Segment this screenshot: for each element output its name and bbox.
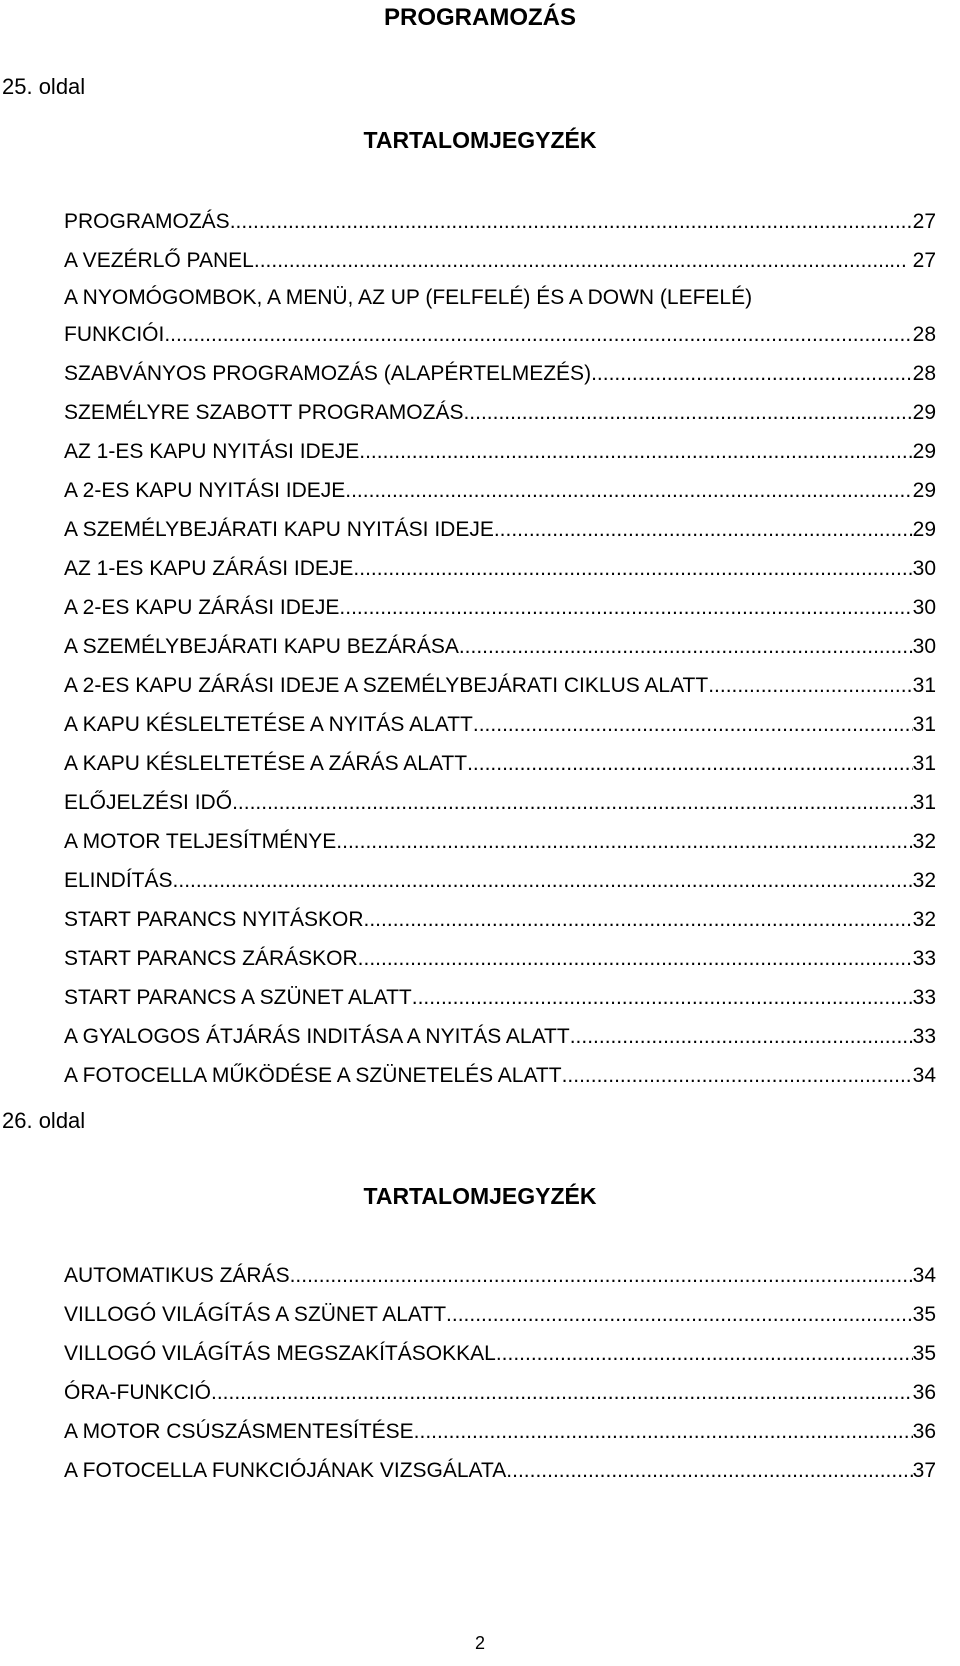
toc-title-2: TARTALOMJEGYZÉK (363, 1183, 597, 1209)
toc-entry-title: AUTOMATIKUS ZÁRÁS (64, 1264, 290, 1287)
toc-entry-page: 27 (912, 210, 936, 233)
toc-entry (64, 861, 936, 900)
toc-entry-page: 29 (912, 401, 936, 424)
toc-entry-title: START PARANCS NYITÁSKOR (64, 908, 364, 931)
toc-entry-page: 36 (912, 1381, 936, 1404)
toc-entry-title: A MOTOR TELJESÍTMÉNYE (64, 830, 337, 853)
toc-entry (64, 1256, 936, 1295)
toc-entry-title: A 2-ES KAPU ZÁRÁSI IDEJE A SZEMÉLYBEJÁRATI CIKLUS ALATT (64, 674, 709, 697)
toc-dot-leader (254, 241, 889, 280)
toc-entry-page: 30 (912, 635, 936, 658)
toc-entry-title: A 2-ES KAPU NYITÁSI IDEJE (64, 479, 346, 502)
toc-entry (64, 549, 936, 588)
toc-entry-page: 32 (912, 830, 936, 853)
toc-entry-title: A FOTOCELLA MŰKÖDÉSE A SZÜNETELÉS ALATT (64, 1064, 562, 1087)
toc-entry-title: PROGRAMOZÁS (64, 210, 230, 233)
toc-dot-leader (446, 1295, 913, 1334)
page-label-26: 26. oldal (2, 1108, 86, 1133)
toc-dot-leader (708, 666, 912, 705)
toc-dot-leader (173, 861, 913, 900)
toc-entry-title: ELINDÍTÁS (64, 869, 173, 892)
toc-dot-leader (414, 1412, 913, 1451)
toc-dot-leader (506, 1451, 912, 1490)
toc-dot-leader (570, 1017, 913, 1056)
toc-entry-page: 33 (912, 1025, 936, 1048)
toc-entry-title: START PARANCS ZÁRÁSKOR (64, 947, 358, 970)
toc-entry (64, 978, 936, 1017)
toc-entry-page: 32 (912, 869, 936, 892)
toc-entry (64, 510, 936, 549)
toc-entry (64, 744, 936, 783)
toc-entry (64, 1334, 936, 1373)
toc-entry-page: 34 (912, 1064, 936, 1087)
toc-entry-page: 37 (912, 1459, 936, 1482)
toc-dot-leader (562, 1056, 913, 1095)
toc-dot-leader (232, 783, 913, 822)
toc-entry-title: ELŐJELZÉSI IDŐ (64, 791, 233, 814)
toc-dot-leader (494, 510, 913, 549)
toc-entry (64, 1056, 936, 1095)
toc-entry (64, 202, 936, 241)
toc-entry-page: 36 (912, 1420, 936, 1443)
toc-entry-title: A GYALOGOS ÁTJÁRÁS INDITÁSA A NYITÁS ALATT (64, 1025, 570, 1048)
toc-entry-page: 33 (912, 947, 936, 970)
toc-dot-leader (459, 627, 913, 666)
toc-entry-title: AZ 1-ES KAPU NYITÁSI IDEJE (64, 440, 360, 463)
toc-entry (64, 315, 936, 354)
toc-entry (64, 627, 936, 666)
toc-entry-page: 30 (912, 557, 936, 580)
toc-dot-leader (211, 1373, 913, 1412)
toc-entry-title: FUNKCIÓI (64, 323, 165, 346)
toc-entry-title: A SZEMÉLYBEJÁRATI KAPU NYITÁSI IDEJE (64, 518, 494, 541)
document-title: PROGRAMOZÁS (384, 4, 576, 31)
toc-entry (64, 354, 936, 393)
toc-dot-leader (358, 939, 913, 978)
toc-entry (64, 1373, 936, 1412)
toc-entry-page: 34 (912, 1264, 936, 1287)
toc-entry-title: VILLOGÓ VILÁGÍTÁS A SZÜNET ALATT (64, 1303, 447, 1326)
toc-entry-page: 29 (912, 518, 936, 541)
toc-title-1: TARTALOMJEGYZÉK (363, 127, 597, 153)
toc-dot-leader (364, 900, 913, 939)
toc-entry (64, 1451, 936, 1490)
toc-entry (64, 705, 936, 744)
toc-entry-title: A KAPU KÉSLELTETÉSE A NYITÁS ALATT (64, 713, 473, 736)
toc-entry-title: START PARANCS A SZÜNET ALATT (64, 986, 412, 1009)
toc-dot-leader (164, 315, 912, 354)
toc-dot-leader (353, 549, 912, 588)
toc-entry-title: VILLOGÓ VILÁGÍTÁS MEGSZAKÍTÁSOKKAL (64, 1342, 496, 1365)
toc-entry (64, 471, 936, 510)
toc-entry-page: 33 (912, 986, 936, 1009)
page-label-25: 25. oldal (2, 74, 86, 99)
toc-entry-page: 31 (912, 713, 936, 736)
toc-list-1 (64, 202, 936, 1095)
toc-dot-leader (290, 1256, 913, 1295)
toc-list-2 (64, 1256, 936, 1490)
toc-dot-leader (230, 202, 913, 241)
toc-entry-title: A FOTOCELLA FUNKCIÓJÁNAK VIZSGÁLATA (64, 1459, 507, 1482)
toc-dot-leader (467, 744, 913, 783)
toc-entry (64, 900, 936, 939)
toc-dot-leader (339, 588, 912, 627)
toc-entry (64, 393, 936, 432)
toc-entry (64, 241, 936, 280)
toc-entry-title: A VEZÉRLŐ PANEL (64, 249, 254, 272)
toc-dot-leader (591, 354, 913, 393)
toc-entry (64, 588, 936, 627)
toc-dot-leader (345, 471, 912, 510)
toc-entry-page: 30 (912, 596, 936, 619)
toc-entry-title: A KAPU KÉSLELTETÉSE A ZÁRÁS ALATT (64, 752, 468, 775)
toc-dot-leader (463, 393, 912, 432)
toc-entry-title: SZABVÁNYOS PROGRAMOZÁS (ALAPÉRTELMEZÉS) (64, 362, 592, 385)
toc-dot-leader (336, 822, 912, 861)
toc-entry-page: 28 (912, 362, 936, 385)
toc-entry-page: 31 (912, 674, 936, 697)
toc-dot-leader (473, 705, 913, 744)
toc-entry-page: 31 (912, 752, 936, 775)
toc-dot-leader (496, 1334, 913, 1373)
toc-entry (64, 783, 936, 822)
toc-entry-title: A SZEMÉLYBEJÁRATI KAPU BEZÁRÁSA (64, 635, 459, 658)
toc-entry-page: 31 (912, 791, 936, 814)
footer-page-number: 2 (474, 1633, 485, 1653)
toc-entry-title: A 2-ES KAPU ZÁRÁSI IDEJE (64, 596, 340, 619)
toc-entry-page: 32 (912, 908, 936, 931)
toc-entry-page: 35 (912, 1342, 936, 1365)
toc-dot-leader (412, 978, 913, 1017)
toc-entry-title: A MOTOR CSÚSZÁSMENTESÍTÉSE (64, 1420, 414, 1443)
toc-entry (64, 1017, 936, 1056)
toc-entry-title: SZEMÉLYRE SZABOTT PROGRAMOZÁS (64, 401, 464, 424)
toc-entry-page: ... 27 (889, 249, 936, 272)
toc-entry (64, 432, 936, 471)
toc-dot-leader (359, 432, 912, 471)
toc-entry-page: 28 (912, 323, 936, 346)
toc-entry-title: A NYOMÓGOMBOK, A MENÜ, AZ UP (FELFELÉ) ÉS A DOWN (LEFELÉ) (64, 286, 753, 309)
toc-entry (64, 822, 936, 861)
toc-entry-title: AZ 1-ES KAPU ZÁRÁSI IDEJE (64, 557, 354, 580)
toc-entry-title: ÓRA-FUNKCIÓ (64, 1381, 211, 1404)
toc-entry (64, 939, 936, 978)
toc-entry (64, 1412, 936, 1451)
toc-entry-page: 29 (912, 440, 936, 463)
toc-entry-page: 29 (912, 479, 936, 502)
toc-entry (64, 1295, 936, 1334)
toc-entry (64, 666, 936, 705)
toc-entry (64, 280, 936, 315)
toc-entry-page: 35 (912, 1303, 936, 1326)
